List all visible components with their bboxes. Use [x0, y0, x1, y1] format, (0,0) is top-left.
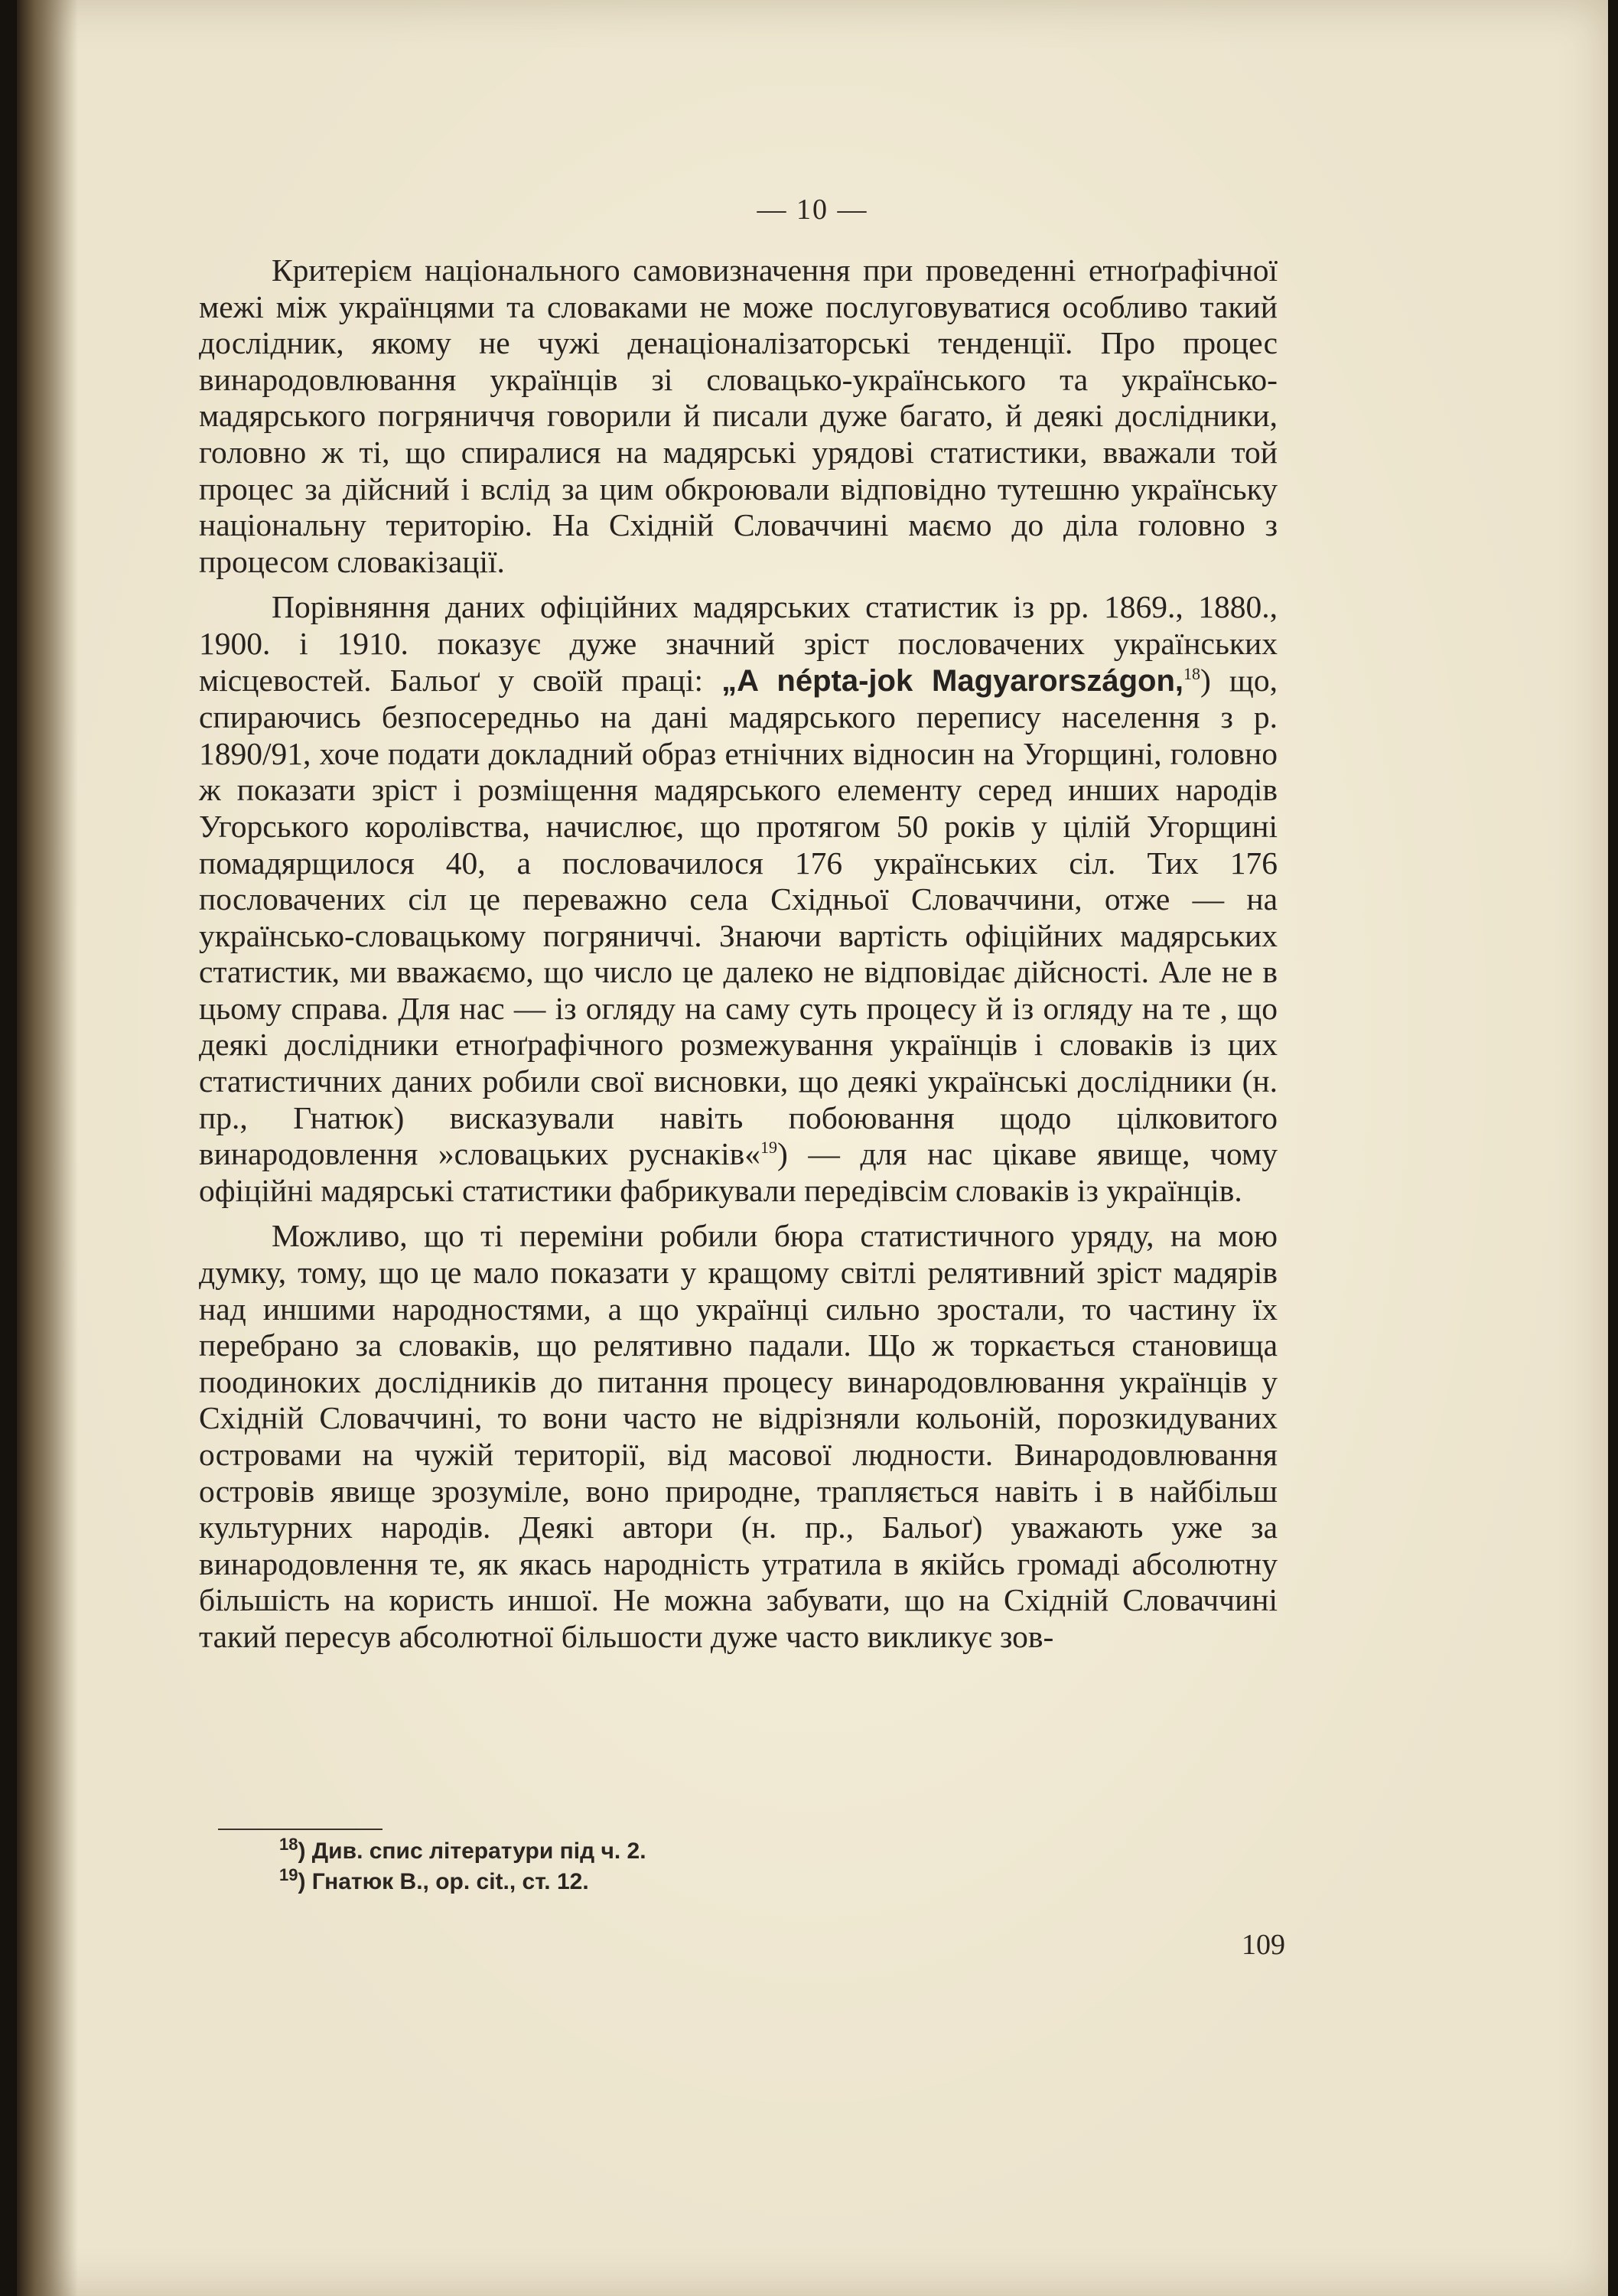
cited-work-title: „A népta-jok Magyarországon, [721, 663, 1183, 698]
paragraph-2 [199, 589, 1278, 1209]
paragraph-3: Можливо, що ті переміни робили бюра статистичного уряду, на мою думку, тому, що це мало показати у кращому світлі релятивний зріст мадярів над иншими народностями, а що українці сильно зростали, то частину їх перебрано за словаків, що релятивно падали. Що ж торкається становища поодиноких дослідників до питання процесу винародовлювання українців у Східній Словаччині, то вони часто не відрізняли кольоній, порозкидуваних островами на чужій території, від масової людности. Винародовлювання островів явище зрозуміле, воно природне, трапляється навіть і в найбільш культурних народів. Деякі автори (н. пр., Бальоґ) уважають уже за винародовлення те, як якась народність утратила в якійсь громаді абсолютну більшість на користь иншої. Не можна забувати, що на Східній Словаччині такий пересув абсолютної більшости дуже часто викликує зов- [199, 1218, 1278, 1654]
footnote-ref-19[interactable]: 19 [760, 1138, 777, 1158]
footnotes [279, 1836, 1274, 1897]
running-head: — 10 — [757, 194, 868, 226]
paragraph-1: Критерієм національного самовизначення при проведенні етноґрафічної межі між українцями та словаками не може послуговуватися особливо такий дослідник, якому не чужі денаціоналізаторські тенденції. Про процес винародовлювання українців зі словацько-українського та українсько-мадярського погряниччя говорили й писали дуже багато, й деякі дослідники, головно ж ті, що спиралися на мадярські урядові статистики, вважали той процес за дійсний і вслід за цим обкроювали відповідно тутешню українську національну територію. На Східній Словаччині маємо до діла головно з процесом словакізації. [199, 252, 1278, 579]
paragraph-2-start: Порівняння даних офіційних мадярських статистик із рр. 1869., 1880., 1900. і 1910. показує дуже значний зріст пословачених українських місцевостей. Бальоґ у своїй праці: [199, 589, 1278, 698]
footnote-ref-18[interactable]: 18 [1183, 663, 1200, 683]
footnote-18 [279, 1836, 1274, 1867]
footnote-19-mark: 19 [279, 1865, 298, 1884]
page-number: 109 [1242, 1929, 1285, 1961]
footnote-19-text: ) Гнатюк В., op. cit., ст. 12. [298, 1869, 589, 1894]
body-text [199, 252, 1278, 1665]
footnote-19 [279, 1867, 1274, 1897]
paragraph-2-middle: ) що, спираючись безпосередньо на дані мадярського перепису населення з р. 1890/91, хоче подати докладний образ етнічних відносин на Угорщині, головно ж показати зріст і розміщення мадярського елементу серед инших народів Угорського королівства, начислює, що протягом 50 років у цілій Угорщині помадярщилося 40, а пословачилося 176 українських сіл. Тих 176 пословачених сіл це переважно села Східньої Словаччини, отже — на українсько-словацькому погряниччі. Знаючи вартість офіційних мадярських статистик, ми вважаємо, що число це далеко не відповідає дійсності. Але не в цьому справа. Для нас — із огляду на саму суть процесу й із огляду на те , що деякі дослідники етноґрафічного розмежування українців і словаків із цих статистичних даних робили свої висновки, що деякі українські дослідники (н. пр., Гнатюк) висказували навіть побоювання щодо цілковитого винародовлення »словацьких руснаків« [199, 662, 1278, 1172]
footnote-18-text: ) Див. спис літератури під ч. 2. [298, 1838, 646, 1864]
paragraph-2-end: ) — для нас цікаве явище, чому офіційні мадярські статистики фабрикували передівсім словаків із українців. [199, 1136, 1278, 1208]
footnote-18-mark: 18 [279, 1835, 298, 1854]
footnote-divider [218, 1829, 383, 1830]
spine-shadow [17, 0, 78, 2296]
